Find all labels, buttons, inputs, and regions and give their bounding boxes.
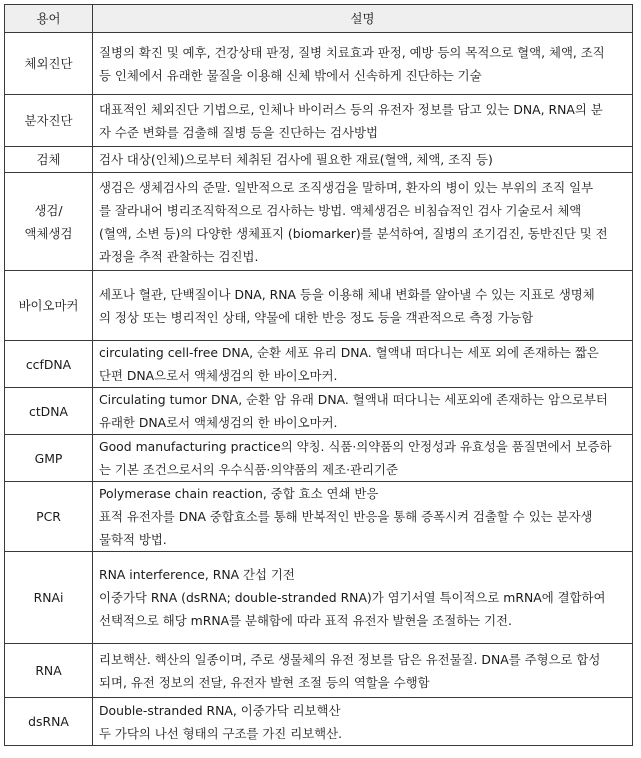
description-cell (93, 341, 633, 388)
term-cell (5, 552, 93, 644)
term-text: 분자진단 (24, 113, 73, 128)
table-row (5, 644, 633, 698)
table-row (5, 341, 633, 388)
term-text: ccfDNA (25, 356, 72, 372)
header-term: 용어 (5, 5, 93, 33)
description-line: 세포나 혈관, 단백질이나 DNA, RNA 등을 이용해 체내 변화를 알아낼 수 있는 지표로 생명체 (99, 286, 595, 302)
table-row (5, 482, 633, 552)
description-cell (93, 435, 633, 482)
description-cell (93, 271, 633, 341)
table-header-row (5, 5, 633, 33)
description-line: 두 가닥의 나선 형태의 구조를 가진 리보핵산. (99, 725, 343, 741)
description-line: 는 기본 조건으로서의 우수식품·의약품의 제조·관리기준 (99, 462, 398, 477)
description-cell (93, 33, 633, 95)
term-text: 검체 (36, 152, 61, 167)
description-line: 를 잘라내어 병리조직학적으로 검사하는 방법. 액체생검은 비침습적인 검사 기술로서 체액 (99, 202, 582, 218)
description-line: 대표적인 체외진단 기법으로, 인체나 바이러스 등의 유전자 정보를 담고 있는 DNA, RNA의 분 (99, 101, 603, 117)
term-cell (5, 388, 93, 435)
term-cell (5, 644, 93, 698)
term-text: PCR (36, 509, 61, 524)
description-cell (93, 698, 633, 746)
term-text: 체외진단 (24, 56, 73, 71)
description-line: 자 수준 변화를 검출해 질병 등을 진단하는 검사방법 (99, 124, 378, 140)
description-line: 생검은 생체검사의 준말. 일반적으로 조직생검을 말하며, 환자의 병이 있는 부위의 조직 일부 (99, 179, 594, 195)
term-cell (5, 33, 93, 95)
description-line: 선택적으로 해당 mRNA를 분해함에 따라 표적 유전자 발현을 조절하는 기전. (99, 613, 512, 628)
description-line: RNA interference, RNA 간섭 기전 (99, 567, 295, 582)
table-row (5, 698, 633, 746)
description-line: 의 정상 또는 병리적인 상태, 약물에 대한 반응 정도 등을 객관적으로 측정 가능함 (99, 309, 534, 325)
description-line: 검사 대상(인체)으로부터 체취된 검사에 필요한 재료(혈액, 체액, 조직 등) (99, 152, 493, 167)
glossary-table (4, 4, 633, 746)
term-text: 액체생검 (24, 225, 73, 241)
term-text: GMP (34, 450, 63, 466)
table-row (5, 388, 633, 435)
description-cell (93, 147, 633, 173)
term-text: dsRNA (28, 714, 69, 729)
description-line: 리보핵산. 핵산의 일종이며, 주로 생물체의 유전 정보를 담은 유전물질. DNA를 주형으로 합성 (99, 651, 601, 667)
table-body (5, 33, 633, 746)
description-cell (93, 388, 633, 435)
description-line: Double-stranded RNA, 이중가닥 리보핵산 (99, 702, 341, 718)
description-line: 되며, 유전 정보의 전달, 유전자 발현 조절 등의 역할을 수행함 (99, 674, 430, 690)
description-line: (혈액, 소변 등)의 다양한 생체표지 (biomarker)를 분석하여, 질병의 조기검진, 동반진단 및 전 (99, 225, 608, 241)
term-cell (5, 482, 93, 552)
description-cell (93, 644, 633, 698)
term-cell (5, 173, 93, 271)
description-line: 물학적 방법. (99, 532, 167, 547)
header-description: 설명 (93, 5, 633, 33)
description-line: 등 인체에서 유래한 물질을 이용해 신체 밖에서 신속하게 진단하는 기술 (99, 67, 482, 83)
table-row (5, 435, 633, 482)
description-line: 과정을 추적 관찰하는 검진법. (99, 248, 259, 264)
term-text: 생검/ (34, 202, 63, 218)
description-line: Polymerase chain reaction, 중합 효소 연쇄 반응 (99, 486, 379, 501)
description-line: 질병의 확진 및 예후, 건강상태 판정, 질병 치료효과 판정, 예방 등의 목적으로 혈액, 체액, 조직 (99, 44, 605, 60)
description-line: 유래한 DNA로서 액체생검의 한 바이오마커. (99, 415, 338, 430)
description-line: Good manufacturing practice의 약칭. 식품·의약품의 안정성과 유효성을 품질면에서 보증하 (99, 439, 612, 454)
description-line: 표적 유전자를 DNA 중합효소를 통해 반복적인 반응을 통해 증폭시켜 검출할 수 있는 분자생 (99, 509, 593, 524)
table-row (5, 552, 633, 644)
description-line: 단편 DNA으로서 액체생검의 한 바이오마커. (99, 368, 338, 383)
description-line: Circulating tumor DNA, 순환 암 유래 DNA. 혈액내 떠다니는 세포외에 존재하는 암으로부터 (99, 392, 608, 407)
term-cell (5, 341, 93, 388)
description-line: 이중가닥 RNA (dsRNA; double-stranded RNA)가 염기서열 특이적으로 mRNA에 결합하여 (99, 590, 606, 605)
table-row (5, 173, 633, 271)
description-cell (93, 95, 633, 147)
description-cell (93, 482, 633, 552)
table-row (5, 147, 633, 173)
description-cell (93, 552, 633, 644)
table-row (5, 33, 633, 95)
term-text: RNA (35, 663, 62, 678)
term-text: ctDNA (29, 403, 68, 419)
description-line: circulating cell-free DNA, 순환 세포 유리 DNA. 혈액내 떠다니는 세포 외에 존재하는 짧은 (99, 345, 599, 360)
term-cell (5, 435, 93, 482)
table-row (5, 95, 633, 147)
description-cell (93, 173, 633, 271)
term-cell (5, 95, 93, 147)
term-cell (5, 147, 93, 173)
term-cell (5, 698, 93, 746)
term-text: RNAi (33, 590, 64, 605)
term-cell (5, 271, 93, 341)
table-row (5, 271, 633, 341)
term-text: 바이오마커 (18, 298, 79, 313)
